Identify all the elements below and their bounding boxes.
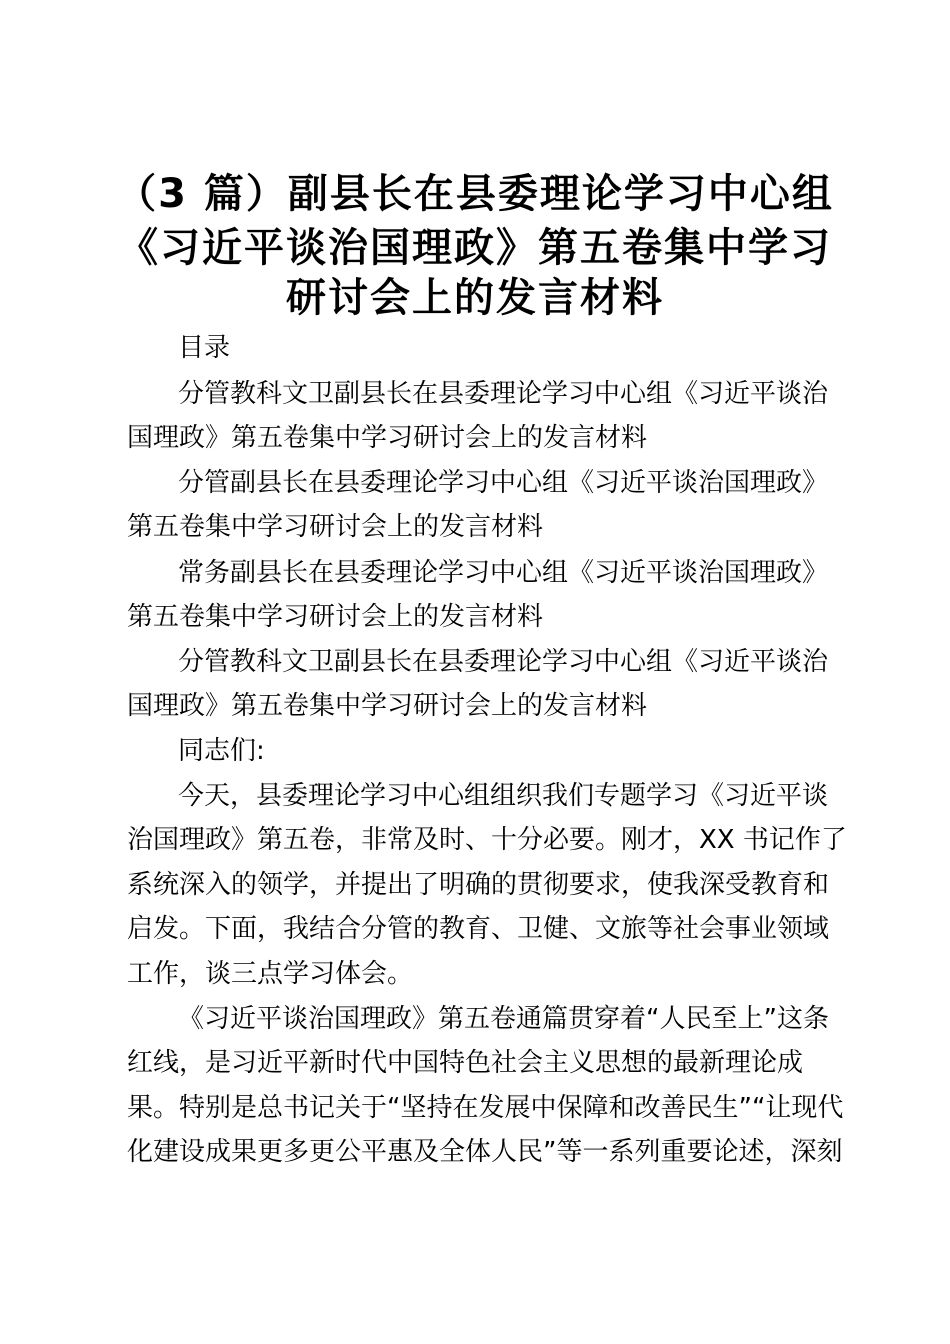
title-line-1: （3 篇）副县长在县委理论学习中心组: [116, 171, 834, 217]
paragraph-1-line-2: 治国理政》第五卷，非常及时、十分必要。刚才，XX 书记作了: [127, 825, 847, 855]
toc-item-4-line-1: 分管教科文卫副县长在县委理论学习中心组《习近平谈治: [178, 647, 829, 677]
toc-item-3-line-1: 常务副县长在县委理论学习中心组《习近平谈治国理政》: [178, 558, 829, 588]
paragraph-2-line-4: 化建设成果更多更公平惠及全体人民”等一系列重要论述，深刻: [127, 1137, 843, 1167]
paragraph-2-line-2: 红线，是习近平新时代中国特色社会主义思想的最新理论成: [127, 1048, 804, 1078]
toc-item-3-line-2: 第五卷集中学习研讨会上的发言材料: [127, 602, 544, 632]
toc-item-1-line-2: 国理政》第五卷集中学习研讨会上的发言材料: [127, 423, 648, 453]
toc-item-2-line-2: 第五卷集中学习研讨会上的发言材料: [127, 512, 544, 542]
paragraph-1-line-1: 今天，县委理论学习中心组组织我们专题学习《习近平谈: [178, 781, 829, 811]
paragraph-1-line-5: 工作，谈三点学习体会。: [127, 959, 414, 989]
toc-item-1-line-1: 分管教科文卫副县长在县委理论学习中心组《习近平谈治: [178, 379, 829, 409]
paragraph-1-line-4: 启发。下面，我结合分管的教育、卫健、文旅等社会事业领域: [127, 914, 830, 944]
toc-item-2-line-1: 分管副县长在县委理论学习中心组《习近平谈治国理政》: [178, 468, 829, 498]
paragraph-1-line-3: 系统深入的领学，并提出了明确的贯彻要求，使我深受教育和: [127, 870, 830, 900]
salutation: 同志们:: [178, 736, 265, 766]
title-line-3: 研讨会上的发言材料: [286, 275, 664, 321]
toc-item-4-line-2: 国理政》第五卷集中学习研讨会上的发言材料: [127, 691, 648, 721]
paragraph-2-line-1: 《习近平谈治国理政》第五卷通篇贯穿着“人民至上”这条: [178, 1004, 829, 1034]
paragraph-2-line-3: 果。特别是总书记关于“坚持在发展中保障和改善民生”“让现代: [127, 1093, 844, 1123]
toc-heading: 目录: [178, 333, 231, 363]
title-line-2: 《习近平谈治国理政》第五卷集中学习: [118, 225, 832, 271]
